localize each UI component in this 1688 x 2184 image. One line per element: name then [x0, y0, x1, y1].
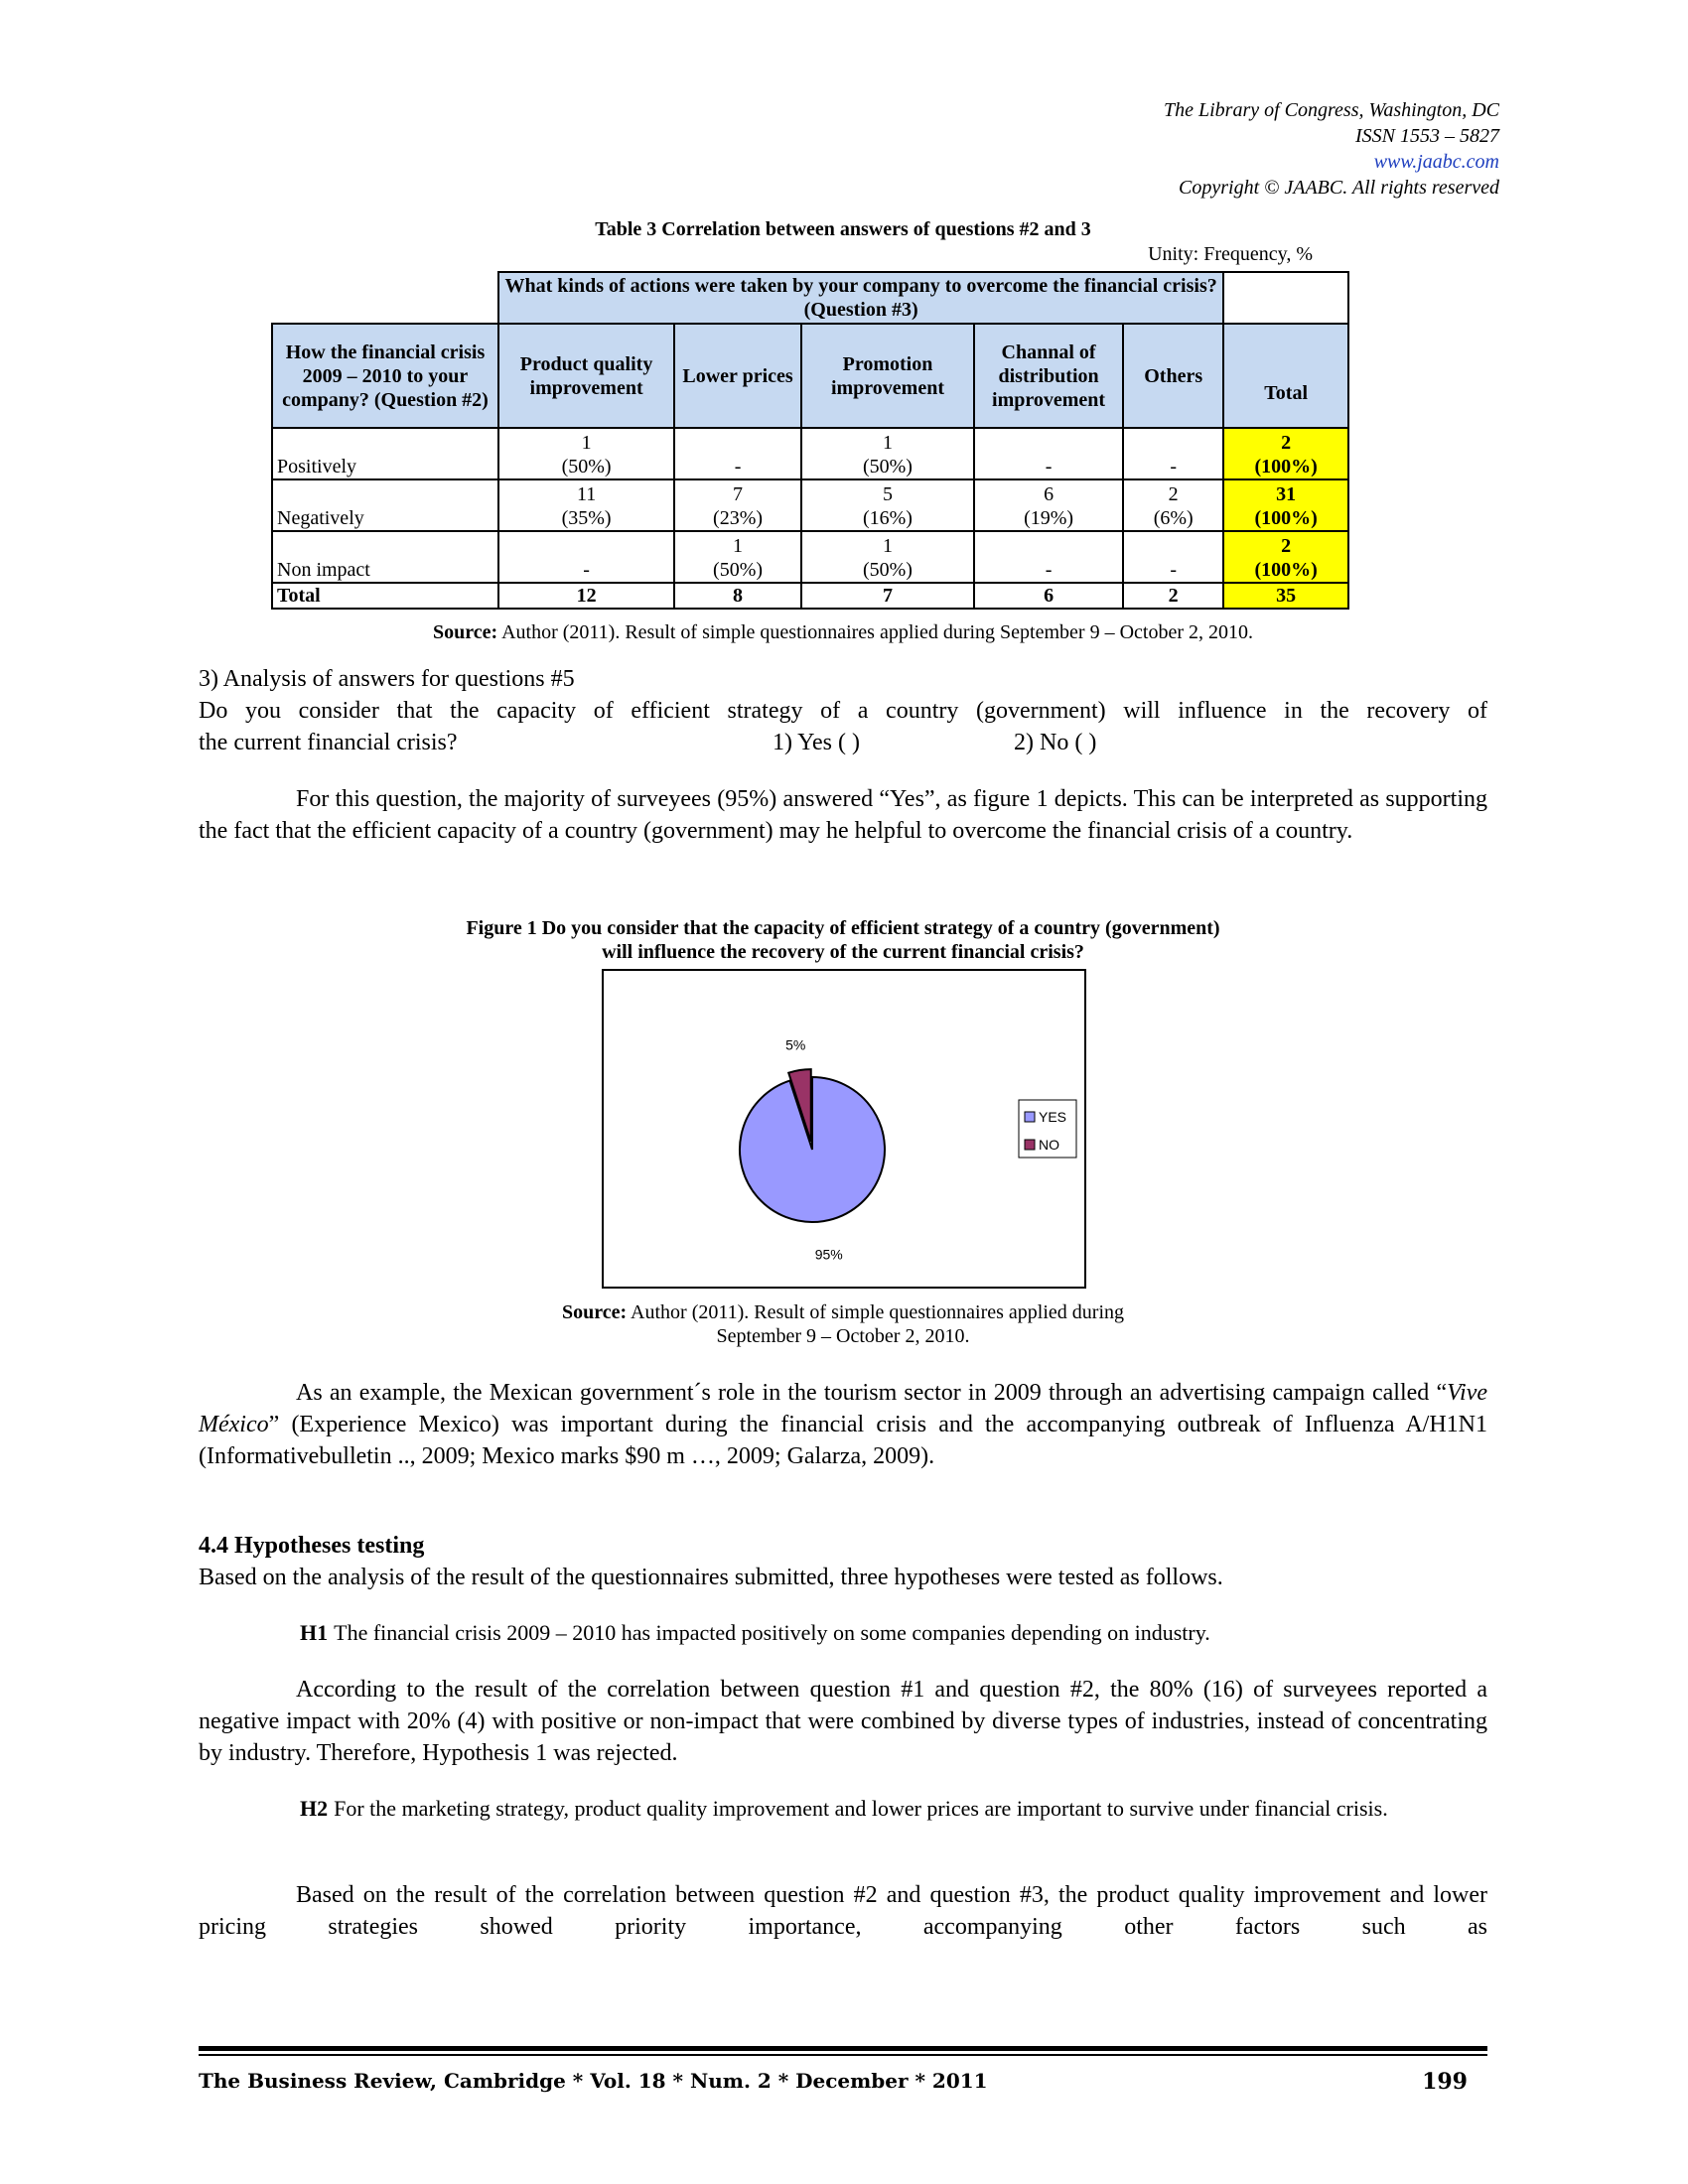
table-cell: -	[498, 531, 674, 583]
figure-caption: Figure 1 Do you consider that the capacity of efficient strategy of a country (government) will influence the recovery of the current financial crisis?	[466, 917, 1220, 963]
chart-legend	[1019, 1100, 1076, 1158]
pie-label-yes: 95%	[814, 1246, 843, 1263]
total-cell-grand: 35	[1223, 583, 1348, 609]
total-cell: 2	[1123, 583, 1223, 609]
hypothesis-1: H1 The financial crisis 2009 – 2010 has impacted positively on some companies depending on industry.	[300, 1620, 1210, 1645]
legend-label-no: NO	[1039, 1137, 1059, 1153]
paragraph-h2-result: Based on the result of the correlation between question #2 and question #3, the product quality improvement and lower pricing strategies showed priority importance, accompanying other factors such as	[199, 1882, 1487, 1940]
column-header: Product quality improvement	[498, 324, 674, 428]
option-yes: 1) Yes ( )	[773, 730, 861, 755]
pie-label-no: 5%	[785, 1036, 806, 1053]
table-row	[272, 479, 1348, 531]
question-text-line2: the current financial crisis? 1) Yes ( ) 2) No ( )	[199, 727, 1487, 758]
table-row	[272, 531, 1348, 583]
total-cell: 6	[974, 583, 1123, 609]
column-header: Channal of distribution improvement	[974, 324, 1123, 428]
option-no: 2) No ( )	[1014, 730, 1097, 755]
table-cell-total: 31 (100%)	[1223, 479, 1348, 531]
footer-rule-thin	[199, 2054, 1487, 2056]
table-group-header: What kinds of actions were taken by your company to overcome the financial crisis? (Question #3)	[498, 272, 1223, 324]
figure-source: Source: Author (2011). Result of simple questionnaires applied during September 9 – October 2, 2010.	[561, 1301, 1125, 1347]
table-cell: 1 (50%)	[801, 428, 974, 479]
table-cell-total: 2 (100%)	[1223, 428, 1348, 479]
page-header	[1164, 97, 1499, 201]
paragraph-figure-intro: For this question, the majority of surveyees (95%) answered “Yes”, as figure 1 depicts. This can be interpreted as supporting the fact that the efficient capacity of a country (government) may he helpful to overcome the financial crisis of a country.	[199, 786, 1487, 844]
header-website-link[interactable]: www.jaabc.com	[1373, 151, 1499, 173]
table-cell: -	[1123, 531, 1223, 583]
legend-swatch-no	[1025, 1140, 1035, 1150]
pie-chart-figure	[602, 969, 1086, 1289]
table-cell: 5 (16%)	[801, 479, 974, 531]
column-header-total: Total	[1223, 324, 1348, 428]
table-source: Source: Author (2011). Result of simple questionnaires applied during September 9 – October 2, 2010.	[433, 621, 1253, 643]
correlation-table	[271, 271, 1349, 610]
total-cell: 7	[801, 583, 974, 609]
table-total-row	[272, 583, 1348, 609]
section-heading-3: 3) Analysis of answers for questions #5	[199, 666, 575, 692]
header-line-2: ISSN 1553 – 5827	[1355, 125, 1499, 147]
table-cell-total: 2 (100%)	[1223, 531, 1348, 583]
paragraph-example: As an example, the Mexican government´s role in the tourism sector in 2009 through an advertising campaign called “Vive México” (Experience Mexico) was important during the financial crisis and the accompanying outbreak of Influenza A/H1N1 (Informativebulletin .., 2009; Mexico marks $90 m …, 2009; Galarza, 2009).	[199, 1380, 1487, 1469]
row-label: Positively	[272, 428, 498, 479]
table-unity-note: Unity: Frequency, %	[1148, 243, 1313, 265]
table-cell: 7 (23%)	[674, 479, 801, 531]
column-header: Lower prices	[674, 324, 801, 428]
pie-chart-svg	[604, 971, 1084, 1287]
footer-rule	[199, 2046, 1487, 2051]
table-corner-blank	[272, 272, 498, 324]
table-cell: 1 (50%)	[498, 428, 674, 479]
table-cell: 1 (50%)	[674, 531, 801, 583]
row-label: Negatively	[272, 479, 498, 531]
section-heading-4-4: 4.4 Hypotheses testing	[199, 1533, 425, 1559]
table-row	[272, 428, 1348, 479]
legend-swatch-yes	[1025, 1112, 1035, 1122]
column-header: Others	[1123, 324, 1223, 428]
table-cell: -	[674, 428, 801, 479]
total-cell: 12	[498, 583, 674, 609]
legend-label-yes: YES	[1039, 1109, 1067, 1125]
table-cell: -	[974, 428, 1123, 479]
table-cell: 11 (35%)	[498, 479, 674, 531]
table-caption: Table 3 Correlation between answers of questions #2 and 3	[595, 218, 1091, 240]
total-cell: 8	[674, 583, 801, 609]
column-header: Promotion improvement	[801, 324, 974, 428]
footer-journal: The Business Review, Cambridge * Vol. 18 * Num. 2 * December * 2011	[199, 2069, 988, 2093]
table-cell: 1 (50%)	[801, 531, 974, 583]
paragraph-hypotheses-intro: Based on the analysis of the result of the questionnaires submitted, three hypotheses were tested as follows.	[199, 1565, 1223, 1590]
page-number: 199	[1422, 2069, 1468, 2095]
row-label: Non impact	[272, 531, 498, 583]
table-row-header: How the financial crisis 2009 – 2010 to your company? (Question #2)	[272, 324, 498, 428]
table-cell: -	[1123, 428, 1223, 479]
header-copyright: Copyright © JAABC. All rights reserved	[1179, 177, 1499, 199]
paragraph-h1-result: According to the result of the correlation between question #1 and question #2, the 80% (16) of surveyees reported a negative impact with 20% (4) with positive or non-impact that were combined by diverse types of industries, instead of concentrating by industry. Therefore, Hypothesis 1 was rejected.	[199, 1677, 1487, 1766]
table-header-blank	[1223, 272, 1348, 324]
table-cell: -	[974, 531, 1123, 583]
question-text: Do you consider that the capacity of efficient strategy of a country (government) will influence in the recovery of	[199, 698, 1487, 724]
header-line-1: The Library of Congress, Washington, DC	[1163, 99, 1499, 121]
hypothesis-2: H2 For the marketing strategy, product quality improvement and lower prices are important to survive under financial crisis.	[300, 1796, 1388, 1821]
table-cell: 6 (19%)	[974, 479, 1123, 531]
table-cell: 2 (6%)	[1123, 479, 1223, 531]
pie-slice-yes	[740, 1077, 885, 1222]
total-label: Total	[272, 583, 498, 609]
